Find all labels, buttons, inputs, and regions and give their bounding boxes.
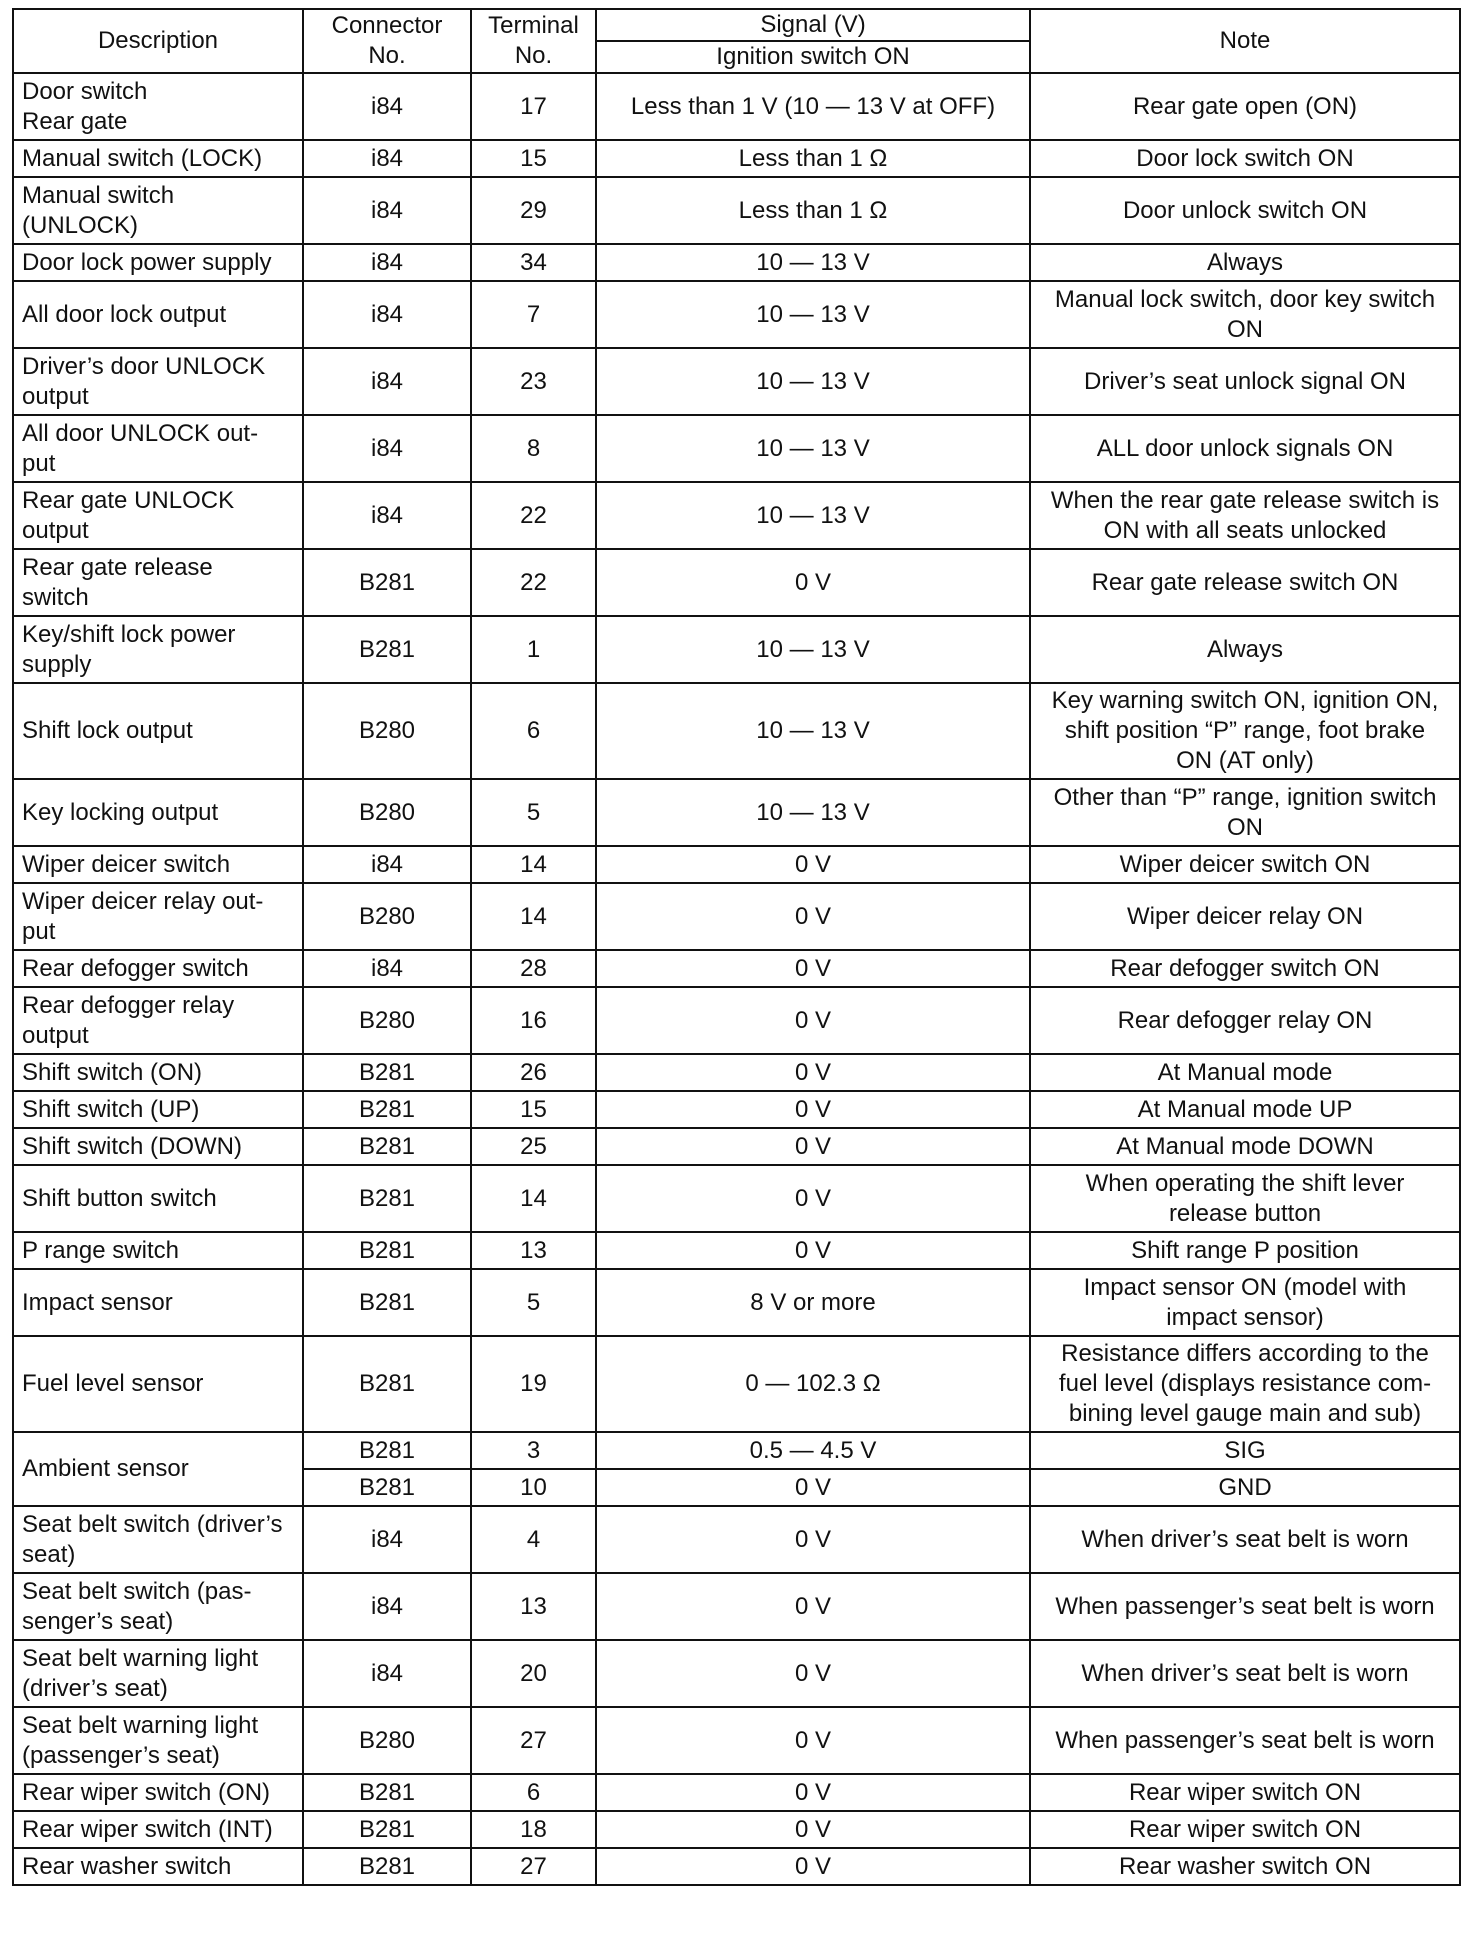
- cell-terminal: 5: [471, 779, 596, 846]
- cell-description: Door lock power supply: [13, 244, 303, 281]
- cell-note: Rear wiper switch ON: [1030, 1811, 1460, 1848]
- table-row: [13, 177, 1460, 244]
- cell-connector: B281: [303, 1165, 471, 1232]
- cell-signal: 0 V: [596, 1128, 1030, 1165]
- cell-signal: 0 V: [596, 549, 1030, 616]
- cell-description: Wiper deicer relay out- put: [13, 883, 303, 950]
- cell-connector: i84: [303, 950, 471, 987]
- cell-description: Manual switch (UNLOCK): [13, 177, 303, 244]
- cell-terminal: 22: [471, 549, 596, 616]
- cell-signal: 10 — 13 V: [596, 348, 1030, 415]
- cell-description: Driver’s door UNLOCK output: [13, 348, 303, 415]
- cell-signal: 10 — 13 V: [596, 779, 1030, 846]
- cell-description: Seat belt warning light (driver’s seat): [13, 1640, 303, 1707]
- cell-description: Shift switch (DOWN): [13, 1128, 303, 1165]
- header-signal-sub: Ignition switch ON: [596, 41, 1030, 73]
- cell-description: Fuel level sensor: [13, 1336, 303, 1432]
- cell-terminal: 29: [471, 177, 596, 244]
- cell-signal: 10 — 13 V: [596, 482, 1030, 549]
- cell-connector: B281: [303, 616, 471, 683]
- cell-connector: B281: [303, 1269, 471, 1336]
- cell-connector: i84: [303, 73, 471, 140]
- cell-note: Always: [1030, 616, 1460, 683]
- cell-description: All door lock output: [13, 281, 303, 348]
- cell-signal: 0 V: [596, 987, 1030, 1054]
- cell-terminal: 20: [471, 1640, 596, 1707]
- cell-connector: B281: [303, 1054, 471, 1091]
- cell-note: ALL door unlock signals ON: [1030, 415, 1460, 482]
- cell-terminal: 5: [471, 1269, 596, 1336]
- table-header: [13, 9, 1460, 73]
- table-row: [13, 73, 1460, 140]
- cell-connector: B281: [303, 1091, 471, 1128]
- cell-connector: B281: [303, 1811, 471, 1848]
- cell-description: Manual switch (LOCK): [13, 140, 303, 177]
- cell-note: Rear gate open (ON): [1030, 73, 1460, 140]
- cell-description: Rear gate release switch: [13, 549, 303, 616]
- table-row: [13, 1232, 1460, 1269]
- cell-terminal: 15: [471, 1091, 596, 1128]
- cell-description: Key locking output: [13, 779, 303, 846]
- cell-signal: 0 V: [596, 846, 1030, 883]
- cell-note: Shift range P position: [1030, 1232, 1460, 1269]
- cell-connector: i84: [303, 846, 471, 883]
- cell-connector: i84: [303, 482, 471, 549]
- cell-description: Rear defogger relay output: [13, 987, 303, 1054]
- table-row: [13, 616, 1460, 683]
- cell-description: Key/shift lock power supply: [13, 616, 303, 683]
- cell-description: P range switch: [13, 1232, 303, 1269]
- cell-signal: 0 V: [596, 1165, 1030, 1232]
- cell-signal: 0 V: [596, 950, 1030, 987]
- cell-terminal: 26: [471, 1054, 596, 1091]
- cell-terminal: 22: [471, 482, 596, 549]
- cell-note: At Manual mode: [1030, 1054, 1460, 1091]
- cell-description: Rear wiper switch (INT): [13, 1811, 303, 1848]
- cell-note: Door unlock switch ON: [1030, 177, 1460, 244]
- cell-description: Shift button switch: [13, 1165, 303, 1232]
- cell-description: Rear wiper switch (ON): [13, 1774, 303, 1811]
- cell-note: Rear defogger switch ON: [1030, 950, 1460, 987]
- table-row: [13, 1640, 1460, 1707]
- cell-signal: 0 V: [596, 1774, 1030, 1811]
- cell-signal: 0 — 102.3 Ω: [596, 1336, 1030, 1432]
- cell-description: Rear washer switch: [13, 1848, 303, 1885]
- cell-note: When driver’s seat belt is worn: [1030, 1506, 1460, 1573]
- cell-note: GND: [1030, 1469, 1460, 1506]
- cell-note: When passenger’s seat belt is worn: [1030, 1573, 1460, 1640]
- table-row: [13, 482, 1460, 549]
- cell-terminal: 27: [471, 1707, 596, 1774]
- cell-connector: i84: [303, 140, 471, 177]
- cell-terminal: 17: [471, 73, 596, 140]
- cell-note: At Manual mode DOWN: [1030, 1128, 1460, 1165]
- cell-description: Shift switch (ON): [13, 1054, 303, 1091]
- cell-connector: B280: [303, 683, 471, 779]
- table-row: [13, 140, 1460, 177]
- cell-note: When passenger’s seat belt is worn: [1030, 1707, 1460, 1774]
- cell-signal: 0 V: [596, 1469, 1030, 1506]
- cell-terminal: 6: [471, 1774, 596, 1811]
- cell-note: When operating the shift lever release button: [1030, 1165, 1460, 1232]
- cell-connector: i84: [303, 177, 471, 244]
- cell-note: At Manual mode UP: [1030, 1091, 1460, 1128]
- cell-note: SIG: [1030, 1432, 1460, 1469]
- table-row: [13, 883, 1460, 950]
- cell-signal: Less than 1 Ω: [596, 140, 1030, 177]
- cell-description: Wiper deicer switch: [13, 846, 303, 883]
- cell-description: Shift switch (UP): [13, 1091, 303, 1128]
- cell-terminal: 14: [471, 1165, 596, 1232]
- table-row: [13, 1091, 1460, 1128]
- cell-terminal: 4: [471, 1506, 596, 1573]
- cell-signal: Less than 1 Ω: [596, 177, 1030, 244]
- cell-connector: B281: [303, 549, 471, 616]
- cell-description: All door UNLOCK out- put: [13, 415, 303, 482]
- cell-note: Rear gate release switch ON: [1030, 549, 1460, 616]
- cell-description: Door switch Rear gate: [13, 73, 303, 140]
- cell-note: Door lock switch ON: [1030, 140, 1460, 177]
- cell-terminal: 28: [471, 950, 596, 987]
- cell-connector: B281: [303, 1469, 471, 1506]
- cell-note: Rear wiper switch ON: [1030, 1774, 1460, 1811]
- cell-terminal: 23: [471, 348, 596, 415]
- cell-signal: 0 V: [596, 1848, 1030, 1885]
- cell-description: Ambient sensor: [13, 1432, 303, 1506]
- cell-connector: B281: [303, 1774, 471, 1811]
- cell-signal: 10 — 13 V: [596, 244, 1030, 281]
- cell-connector: i84: [303, 281, 471, 348]
- header-terminal: Terminal No.: [471, 9, 596, 73]
- table-row: [13, 1573, 1460, 1640]
- cell-terminal: 25: [471, 1128, 596, 1165]
- cell-terminal: 15: [471, 140, 596, 177]
- table-row: [13, 1128, 1460, 1165]
- cell-signal: 0 V: [596, 1573, 1030, 1640]
- table-row: [13, 348, 1460, 415]
- cell-terminal: 13: [471, 1573, 596, 1640]
- cell-signal: 10 — 13 V: [596, 281, 1030, 348]
- table-row: [13, 1054, 1460, 1091]
- cell-signal: 0 V: [596, 1640, 1030, 1707]
- table-row: [13, 549, 1460, 616]
- cell-description: Seat belt switch (driver’s seat): [13, 1506, 303, 1573]
- cell-connector: B280: [303, 883, 471, 950]
- table-row: [13, 987, 1460, 1054]
- cell-terminal: 13: [471, 1232, 596, 1269]
- cell-description: Impact sensor: [13, 1269, 303, 1336]
- table-row: [13, 1811, 1460, 1848]
- table-row: [13, 779, 1460, 846]
- terminal-signal-table: [12, 8, 1461, 1886]
- cell-signal: 8 V or more: [596, 1269, 1030, 1336]
- cell-note: Other than “P” range, ignition switch ON: [1030, 779, 1460, 846]
- cell-note: Rear defogger relay ON: [1030, 987, 1460, 1054]
- header-description: Description: [13, 9, 303, 73]
- table-row: [13, 1165, 1460, 1232]
- cell-signal: 10 — 13 V: [596, 683, 1030, 779]
- cell-terminal: 10: [471, 1469, 596, 1506]
- cell-terminal: 6: [471, 683, 596, 779]
- cell-connector: i84: [303, 1506, 471, 1573]
- cell-connector: B280: [303, 1707, 471, 1774]
- cell-terminal: 8: [471, 415, 596, 482]
- cell-note: Impact sensor ON (model with impact sensor): [1030, 1269, 1460, 1336]
- cell-note: When the rear gate release switch is ON with all seats unlocked: [1030, 482, 1460, 549]
- table-row: [13, 950, 1460, 987]
- cell-terminal: 14: [471, 883, 596, 950]
- header-note: Note: [1030, 9, 1460, 73]
- cell-connector: B280: [303, 987, 471, 1054]
- header-signal: Signal (V): [596, 9, 1030, 41]
- cell-description: Rear defogger switch: [13, 950, 303, 987]
- cell-note: Driver’s seat unlock signal ON: [1030, 348, 1460, 415]
- cell-signal: 10 — 13 V: [596, 415, 1030, 482]
- table-row: [13, 281, 1460, 348]
- cell-connector: i84: [303, 1640, 471, 1707]
- table-row: [13, 244, 1460, 281]
- cell-note: Rear washer switch ON: [1030, 1848, 1460, 1885]
- cell-description: Seat belt switch (pas- senger’s seat): [13, 1573, 303, 1640]
- cell-note: Key warning switch ON, ignition ON, shift position “P” range, foot brake ON (AT only): [1030, 683, 1460, 779]
- cell-connector: i84: [303, 244, 471, 281]
- cell-signal: 0 V: [596, 1506, 1030, 1573]
- cell-terminal: 14: [471, 846, 596, 883]
- cell-description: Shift lock output: [13, 683, 303, 779]
- cell-connector: B281: [303, 1848, 471, 1885]
- cell-signal: 0 V: [596, 1811, 1030, 1848]
- table-row: [13, 1774, 1460, 1811]
- cell-signal: 0 V: [596, 1091, 1030, 1128]
- cell-note: Resistance differs according to the fuel level (displays resistance com- bining level gauge main and sub): [1030, 1336, 1460, 1432]
- table-row: [13, 1269, 1460, 1336]
- cell-signal: Less than 1 V (10 — 13 V at OFF): [596, 73, 1030, 140]
- cell-terminal: 7: [471, 281, 596, 348]
- cell-terminal: 1: [471, 616, 596, 683]
- cell-note: Wiper deicer switch ON: [1030, 846, 1460, 883]
- cell-signal: 10 — 13 V: [596, 616, 1030, 683]
- cell-connector: B281: [303, 1432, 471, 1469]
- cell-signal: 0 V: [596, 883, 1030, 950]
- cell-description: Seat belt warning light (passenger’s seat): [13, 1707, 303, 1774]
- cell-connector: B281: [303, 1232, 471, 1269]
- cell-terminal: 34: [471, 244, 596, 281]
- table-row: [13, 1506, 1460, 1573]
- cell-terminal: 19: [471, 1336, 596, 1432]
- table-body: [13, 73, 1460, 1885]
- cell-terminal: 18: [471, 1811, 596, 1848]
- cell-note: Always: [1030, 244, 1460, 281]
- table-row: [13, 415, 1460, 482]
- cell-signal: 0 V: [596, 1707, 1030, 1774]
- cell-signal: 0 V: [596, 1232, 1030, 1269]
- cell-terminal: 16: [471, 987, 596, 1054]
- table-row: [13, 1707, 1460, 1774]
- cell-signal: 0.5 — 4.5 V: [596, 1432, 1030, 1469]
- cell-signal: 0 V: [596, 1054, 1030, 1091]
- header-connector: Connector No.: [303, 9, 471, 73]
- table-row: [13, 683, 1460, 779]
- table-row: [13, 1432, 1460, 1469]
- cell-note: Wiper deicer relay ON: [1030, 883, 1460, 950]
- cell-connector: i84: [303, 348, 471, 415]
- table-row: [13, 1848, 1460, 1885]
- cell-note: Manual lock switch, door key switch ON: [1030, 281, 1460, 348]
- cell-terminal: 27: [471, 1848, 596, 1885]
- cell-connector: B281: [303, 1128, 471, 1165]
- cell-connector: B280: [303, 779, 471, 846]
- cell-note: When driver’s seat belt is worn: [1030, 1640, 1460, 1707]
- cell-description: Rear gate UNLOCK output: [13, 482, 303, 549]
- table-row: [13, 846, 1460, 883]
- cell-terminal: 3: [471, 1432, 596, 1469]
- table-row: [13, 1336, 1460, 1432]
- cell-connector: B281: [303, 1336, 471, 1432]
- cell-connector: i84: [303, 415, 471, 482]
- cell-connector: i84: [303, 1573, 471, 1640]
